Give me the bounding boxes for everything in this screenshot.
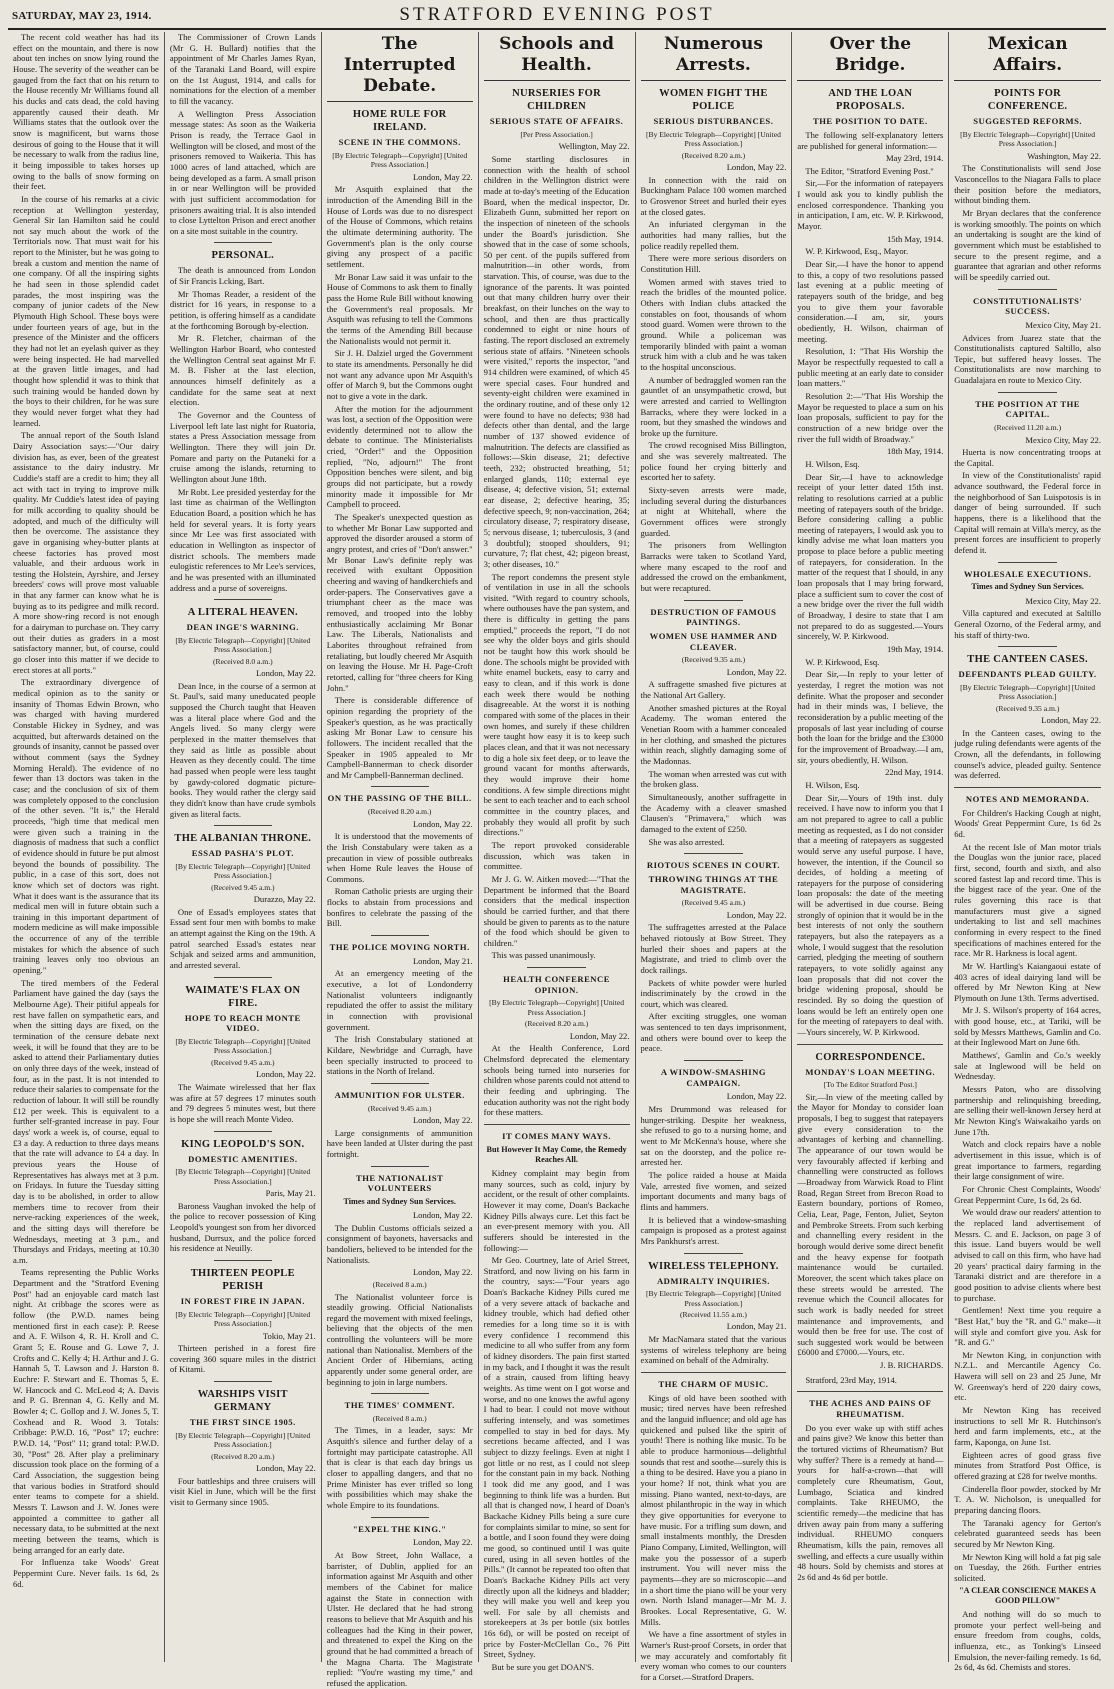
dateline: Washington, May 22. xyxy=(1027,150,1101,161)
article-paragraph: Advices from Juarez state that the Constitutionalists captured Saltillo, also Tepic, but suffered heavy losses. The Constitutionalists are now marching to Guadalajara en route to Mexico City. xyxy=(954,332,1101,386)
article-paragraph: Simultaneously, another suffragette in the Academy with a cleaver smashed Clausen's "Primavera," which was damaged to the extent of £250. xyxy=(640,791,787,834)
divider xyxy=(684,1060,742,1061)
wire-credit: [By Electric Telegraph—Copyright] [United Press Association.] xyxy=(960,682,1096,702)
column-6 xyxy=(792,32,949,1662)
dateline: London, May 21. xyxy=(726,1321,787,1332)
subheadline: AMMUNITION FOR ULSTER. xyxy=(334,1089,465,1100)
article-paragraph: A number of bedraggled women ran the gauntlet of an unsympathetic crowd, but were arrested and carried to Wellington Barracks, where they were locked in a room, but they smashed the windows and broke up the furniture. xyxy=(640,374,787,438)
divider xyxy=(371,1393,429,1394)
dateline: London, May 22. xyxy=(726,909,787,920)
subheadline: DESTRUCTION OF FAMOUS PAINTINGS. xyxy=(650,606,777,628)
dateline: London, May 22. xyxy=(726,162,787,173)
letter-date: 22nd May, 1914. xyxy=(885,767,944,778)
note-item: Mr Newton King will hold a fat pig sale on Tuesday, the 26th. Further entries solicited. xyxy=(954,1551,1101,1583)
divider xyxy=(214,1260,272,1261)
letter-body: Sir,—In view of the meeting called by the Mayor for Monday to consider loan proposals, I beg to suggest that ratepayers give every consideration to the advantages of kerbing and channelling. The appearance of our town would be very favourably affected if kerbing and channelling were constructed as follows—Broadway from Warwick Road to Flint Road, Regan Street from Brecon Road to Eastern boundary, portions of Romeo, Celia, Lear, Page, Fenton, Juliet, Seyton and Pembroke Streets. From such kerbing and channelling every resident in the borough would derive some direct benefit and the heavy expense for footpath maintenance would be curtailed. Moreover, the scent which takes place on these streets would be arrested. The revenue which the Council allocates for such work is badly needed for street maintenance and improvements, and would then be free for use. The cost of such suggested work would be between £6000 and £7000.—Yours, etc. xyxy=(797,1091,944,1358)
article-paragraph: A Wellington Press Association message states: As soon as the Waikeria Prison is ready, the Terrace Gaol in Wellington will be closed, and most of the prisoners removed to Waikeria. This has 1000 acres of land attached, which are being developed as a farm. A small prison in or near Wellington will be provided with just sufficient accommodation for prisoners awaiting trial. It is also intended to close Lyttelton Prison and erect another on a site most suitable in the country. xyxy=(169,108,316,236)
article-paragraph: The death is announced from London of Sir Francis Lcking, Bart. xyxy=(169,265,316,287)
subheadline: THE FIRST SINCE 1905. xyxy=(189,1417,296,1428)
received-time: (Received 9.45 a.m.) xyxy=(211,1057,275,1067)
letter-body: Sir,—For the information of ratepayers I would ask you to kindly publish the enclosed correspondence. Thanking you in anticipation, I am, etc. W. P. Kirkwood, Mayor. xyxy=(797,178,944,232)
letter-body: Resolution 2:—"That His Worship the Mayor be requested to place a sum on his loan proposals, sufficient to pay for the construction of a new bridge over the river the full width of Broadway." xyxy=(797,390,944,444)
divider xyxy=(214,977,272,978)
advertisement: We have a fine assortment of styles in Warner's Rust-proof Corsets, in order that we may accurately and comfortably fit every woman who comes to our counters for a Corset.—Stratford Drapers. xyxy=(640,1629,787,1682)
article-paragraph: Mr Bryan declares that the conference is working smoothly. The points on which an undertaking is sought are the kind of government which must be established to secure to the present regime, and a guarantee that agrarian and other reforms will be speedily carried out. xyxy=(954,207,1101,282)
letter-date: Stratford, 23rd May, 1914. xyxy=(805,1374,897,1385)
article-paragraph: Thirteen perished in a forest fire covering 360 square miles in the district of Kitami. xyxy=(169,1343,316,1375)
note-item: The Taranaki agency for Gerton's celebrated guaranteed seeds has been secured by Mr Newton King. xyxy=(954,1517,1101,1549)
article-paragraph: The Constitutionalists will send Jose Vasconcellos to the Niagara Falls to place their position before the mediators, without binding them. xyxy=(954,163,1101,206)
wire-credit: [By Electric Telegraph—Copyright] [United Press Association.] xyxy=(175,1309,311,1329)
article-paragraph: At the Health Conference, Lord Chelmsford deprecated the elementary schools being turned into nurseries for children whose parents could not attend to their feeding and upbringing. The education authority was not the right body for these matters. xyxy=(483,1043,630,1118)
article-paragraph: In connection with the raid on Buckingham Palace 100 women marched to Grosvenor Street and hurled their eyes at the closed gates. xyxy=(640,174,787,217)
note-item: Mr J. S. Wilson's property of 164 acres, with good house, etc., at Tariki, will be sold by Messrs Matthews, Gamlin and Co. at their Inglewood Mart on June 6th. xyxy=(954,1005,1101,1048)
note-item: At the recent Isle of Man motor trials the Douglas won the junior race, placed first, second, fourth and sixth, and also scored fastest lap and record time. This is the biggest race of the year. One of the rules governing this race is that manufacturers must give a signed undertaking to list and sell machines conforming in every respect to the fined specifications of machines entered for the race. Mr R. Harkness is local agent. xyxy=(954,841,1101,959)
wire-credit: [By Electric Telegraph—Copyright] [United Press Association.] xyxy=(960,129,1096,149)
received-time: (Received 11.20 a.m.) xyxy=(994,423,1062,433)
column-1 xyxy=(8,32,165,1662)
column-title: Over the Bridge. xyxy=(797,32,943,81)
article-paragraph: In view of the Constitutionalists' rapid advance southward, the Federal force in the neighborhood of San Luispotosis is in danger of being surrounded. If such happens, there is a likelihood that the Capital will remain at Villa's mercy, as the present forces are insufficient to properly defend it. xyxy=(954,470,1101,556)
advertisement-headline: THE ACHES AND PAINS OF RHEUMATISM. xyxy=(809,1398,932,1420)
article-paragraph: The suffragettes arrested at the Palace behaved riotously at Bow Street. They hurled their shoes and papers at the Magistrate, and tried to climb over the dock railings. xyxy=(640,922,787,975)
headline: CORRESPONDENCE. xyxy=(815,1051,926,1063)
article-paragraph: Mr Bonar Law said it was unfair to the House of Commons to ask them to finally pass the Home Rule Bill without knowing the Government's real proposals. Mr Asquith was refusing to tell the Commons the terms of the Amending Bill because the Nationalists would not permit it. xyxy=(326,271,473,346)
dateline: Paris, May 21. xyxy=(265,1188,316,1199)
subheadline: NOTES AND MEMORANDA. xyxy=(965,794,1090,804)
subheadline: HEALTH CONFERENCE OPINION. xyxy=(503,974,610,995)
received-time: (Received 9.45 a.m.) xyxy=(211,882,275,892)
letter-body: Resolution, 1: "That His Worship the Mayor be respectfully requested to call a public meeting at an early date to consider loan matters." xyxy=(797,346,944,389)
article-paragraph: The annual report of the South Island Dairy Association says:—"Our dairy division has, as ever, been of the greatest assistance to the dairy industry. Mr Cuddie's staff are a credit to him; they all act with tact in trying to improve milk quality. Mr Cuddie's latest idea of paying for milk according to quality should be adopted, and much of the difficulty will then be overcome. The assistance they gave in organising whey-butter plants at cheese factories has proved most valuable, and their arduous work in testing the Holstein, Ayrshire, and Jersey breeders' cows will prove most valuable in that any farmer can know what he is buying as to its pedigree and milk record. A more show-ring record is not enough for a dairyman to purchase on. They carry out their duties as graders in a most satisfactory manner, but, of course, could go closer into this matter if we decide to erect stores at all ports." xyxy=(13,430,159,675)
article-paragraph: The recent cold weather has had its effect on the mountain, and there is now about ten inches on snow lying round the House. The severity of the weather can be gauged from the fact that on his return to the House recently Mr Williams found all his ducks and cats dead, the cold having apparently caused their death. Mr Williams states that the outlook over the snow is magnificent, but warns those desirous of going to the House that it will be necessary to walk from the radius line, it being impossible to takes horses up owing to the balls of snow forming on their feet. xyxy=(13,32,159,192)
article-paragraph: Four battleships and three cruisers will visit Kiel in June, which will be the first visit to Germany since 1905. xyxy=(169,1475,316,1507)
advertisement: Kidney complaint may begin from many sources, such as cold, injury by accident, or the result of other complaints. However it may come, Doan's Backache Kidney Pills always cure. Let this fact be an ever-present memory with you. All sufferers should be interested in the following:— xyxy=(483,1167,630,1253)
article-paragraph: She was also arrested. xyxy=(648,836,725,847)
subheadline: HOPE TO REACH MONTE VIDEO. xyxy=(184,1012,301,1034)
section-heading: PERSONAL. xyxy=(211,250,275,262)
letter-date: 15th May, 1914. xyxy=(886,233,944,244)
column-7 xyxy=(949,32,1106,1673)
dateline: London, May 22. xyxy=(726,666,787,677)
article-paragraph: Villa captured and executed at Saltillo General Ozorno, of the Federal army, and his staff of thirty-two. xyxy=(954,608,1101,640)
letter-date: 19th May, 1914. xyxy=(886,644,944,655)
article-paragraph: Some startling disclosures in connection with the health of school children in the Wellington district were made at to-day's meeting of the Education Board, when the medical inspector, Dr. Elizabeth Gunn, submitted her report on the inspection of nineteen of the schools under the Board's jurisdiction. She showed that in the case of some schools, 50 per cent. of the pupils suffered from malnutrition—in other words, from starvation. This, of course, was due to the ignorance of the parents. It was pointed out that many children hurry over their breakfast, on their lunches on the way to school, and then are thus practically condemned to eight or nine hours of fasting. The report disclosed an extremely serious state of affairs. "Nineteen schools were visited," reports the inspector, "and 914 children were examined, of which 45 were special cases. Four hundred and seventy-eight children were examined in the ordinary routine, and of these only 12 were found to have no defects; 938 had defects other than dental, and the large number of 137 showed evidence of malnutrition. The defects are classified as follows:—Skin disease, 21; defective teeth, 232; obstructed breathing, 51; enlarged glands, 110; external eye disease, 4; defective vision, 51; external ear disease, 2; defective hearing, 35; defective speech, 9; non-vaccination, 264; circulatory disease, 7; respiratory disease, 5; nervous disease, 1; tuberculosis, 3 (and 3 doubtful); stooped shoulders, 91; curvature, 7; flat chest, 42; pigeon breast, 3; other diseases, 10." xyxy=(483,153,630,569)
article-paragraph: This was passed unanimously. xyxy=(491,950,596,961)
dateline: London, May 22. xyxy=(412,1210,473,1221)
article-paragraph: Dean Ince, in the course of a sermon at St. Paul's, said many uneducated people supposed the Church taught that Heaven was a literal place where God and the Angels lived. So many clergy were perplexed in the matter themselves that they said as little as possible about Heaven as they decently could. The time had passed when people were less taught by gawdy-colored dogmatic picture-books. They would rather the clergy said they didn't know than have crude symbols given as literal facts. xyxy=(169,680,316,819)
divider xyxy=(998,562,1057,563)
wire-credit: [By Electric Telegraph—Copyright] [United Press Association.] xyxy=(175,1037,311,1056)
note-item: For Children's Hacking Cough at night, Woods' Great Peppermint Cure, 1s 6d 2s 6d. xyxy=(954,807,1101,839)
article-paragraph: In the course of his remarks at a civic reception at Wellington yesterday, General Sir Ian Hamilton said he could not say much about the work of the Territorials now. That must wait for his report to the Minister, but he was going to break a custom and mention the name of one company. Of all the inspiring sights he had seen in those splendid cadet parades, the most inspiring was the company of junior cadets of the New Plymouth High School. These boys were under fourteen years of age, but in the presence of the Minister and the officers they had not let an eyelash quiver as they were being inspected. He had marvelled at the graven little images, and had thought how splendid it was to think that such training would be handed down by the boys to their children, for he was sure they would never forget what they had learned. xyxy=(13,193,159,428)
headline: A LITERAL HEAVEN. xyxy=(187,607,298,619)
letter-date: 18th May, 1914. xyxy=(886,446,944,457)
article-paragraph: The police raided a house at Maida Vale, arrested five women, and seized important documents and many bags of flints and hammers. xyxy=(640,1170,787,1212)
divider xyxy=(998,289,1057,290)
wire-credit: [Per Press Association.] xyxy=(520,129,593,139)
article-paragraph: Mrs Drummond was released for hunger-striking. Despite her weakness, she refused to go to a nursing home, and went to Mr McKenna's house, where she sat on the doorstep, and the police re-arrested her. xyxy=(640,1104,787,1168)
advertisement-subheadline: But However It May Come, the Remedy Reaches All. xyxy=(486,1144,627,1164)
subheadline: THE POSITION AT THE CAPITAL. xyxy=(975,398,1081,420)
divider xyxy=(998,392,1057,393)
divider xyxy=(371,935,429,936)
article-paragraph: The crowd recognised Miss Billington, and she was severely maltreated. The police found her crying bitterly and escorted her to safety. xyxy=(640,440,787,483)
article-paragraph: At an emergency meeting of the executive, a lot of Londonderry Nationalist volunteers indignantly repudiated the offer to assist the military in connection with provisional government. xyxy=(326,968,473,1032)
article-paragraph: The Commissioner of Crown Lands (Mr G. H. Bullard) notifies that the appointment of Mr Charles James Ryan, of the Taranaki Land Board, will expire on the 1st August, 1914, and calls for nominations for the election of a member to fill the vacancy. xyxy=(169,32,316,106)
divider xyxy=(484,1124,630,1125)
headline: AND THE LOAN PROPOSALS. xyxy=(828,88,913,113)
advertisement-headline: IT COMES MANY WAYS. xyxy=(502,1130,611,1141)
article-paragraph: Teams representing the Public Works Department and the "Stratford Evening Post" had an enjoyable card match last night. At cribbage the scores were as follow (the P.W.D. names being mentioned first in each case): P. Reese and A. F. Wilson 4, R. H. Kroll and C. Grant 5; E. Rouse and G. Lowe 7, J. Crofts and C. Kelly 4; H. Arthur and J. G. Hannah 5, T. Lawson and J. Harston 8. Euchre: F. Stewart and E. Thomas 5, E. W. Hancock and C. McLeod 4; A. Davis and P. G. Brennan 4, G. Kelly and M. Bowler 4; C. Gollop and J. W. Jones 5, T. Coxhead and R. Wood 3. Totals: Cribbage: P.W.D. 16, "Post" 17; euchre: P.W.D. 14, "Post" 11; grand total: P.W.D. 30, "Post" 28. After play a preliminary discussion took place on the forming of a Card Association, the suggestion being that various bodies in Stratford should enter teams to compete for a shield. Messrs T. Lawson and J. W. Jones were appointed a committee to gather all necessary data, to be submitted at the next meeting between the teams, which is being arranged for an early date. xyxy=(13,1267,159,1555)
headline: HOME RULE FOR IRELAND. xyxy=(352,109,447,134)
subheadline: "EXPEL THE KING." xyxy=(352,1523,447,1534)
wire-credit: [By Electric Telegraph—Copyright] [United Press Association.] xyxy=(645,129,781,149)
subheadline: ON THE PASSING OF THE BILL. xyxy=(327,793,472,804)
subheadline: MONDAY'S LOAN MEETING. xyxy=(805,1066,936,1077)
column-title: The Interrupted Debate. xyxy=(327,32,473,102)
subheadline: SUGGESTED REFORMS. xyxy=(973,116,1083,127)
dateline: Durazzo, May 22. xyxy=(253,894,316,905)
service-credit: Times and Sydney Sun Services. xyxy=(343,1196,456,1206)
letter-signature: J. B. RICHARDS. xyxy=(879,1360,944,1371)
subheadline: SERIOUS STATE OF AFFAIRS. xyxy=(489,116,624,127)
masthead xyxy=(8,4,1106,30)
received-time: (Received 8.20 a.m.) xyxy=(211,1451,275,1461)
headline: WAIMATE'S FLAX ON FIRE. xyxy=(185,984,301,1009)
column-2 xyxy=(165,32,322,1662)
note-item: Mr Newton King, in conjunction with N.Z.L. and Mercantile Agency Co. Hawera will sell on 23 and 25 June, Mr W. Greenway's herd of 220 dairy cows, etc. xyxy=(954,1349,1101,1403)
article-paragraph: After the motion for the adjournment was lost, a section of the Opposition were evidently determined not to allow the debate to continue. The Ministerialists cried, "Order!" and the Opposition replied, "No, adjourn!" The front Opposition benches were silent, and big groups did not participate, but a rowdy minority made it impossible for Mr Campbell to proceed. xyxy=(326,403,473,510)
letter-address: H. Wilson, Esq. xyxy=(805,458,860,469)
article-paragraph: In the Canteen cases, owing to the judge ruling defendants were agents of the Crown, all the defendants, in following counsel's advice, pleaded guilty. Sentence was deferred. xyxy=(954,727,1101,781)
article-paragraph: It is understood that the movements of the Irish Constabulary were taken as a precaution in view of possible outbreaks when Home Rule leaves the House of Commons. xyxy=(326,831,473,884)
subheadline: CONSTITUTIONALISTS' SUCCESS. xyxy=(972,295,1083,317)
subheadline: DOMESTIC AMENITIES. xyxy=(188,1153,298,1164)
received-time: (Received 9.35 a.m.) xyxy=(995,703,1060,713)
article-paragraph: A suffragette smashed five pictures at the National Art Gallery. xyxy=(640,679,787,700)
subheadline: THE POLICE MOVING NORTH. xyxy=(329,942,470,953)
letter-salutation: [To The Editor Stratford Post.] xyxy=(823,1080,917,1090)
article-paragraph: The Nationalist volunteer force is steadily growing. Official Nationalists regard the movement with mixed feelings, believing that the objects of the men controlling the volunteers will be more national than Nationalist. Members of the Ancient Order of Hibernians, acting apparently under some general order, are beginning to join in large numbers. xyxy=(326,1291,473,1387)
article-paragraph: Large consignments of ammunition have been landed at Ulster during the past fortnight. xyxy=(326,1127,473,1160)
dateline: London, May 22. xyxy=(256,668,316,679)
divider xyxy=(214,599,272,600)
advertisement: Do you ever wake up with stiff aches and pains give? We know this better than the tortured victims of Rheumatism? But why suffer? There is a remedy at hand—yours for half-a-crown—that will completely cure Rheumatism, Gout, Lumbago, Sciatica and kindred complaints. Take RHEUMO, the scientific remedy—the medicine that has driven away pain from many a suffering individual. RHEUMO conquers Rheumatism, kills the pain, removes all swelling, and effects a cure usually within 48 hours. Sold by chemists and stores at 2s 6d and 4s 6d per bottle. xyxy=(797,1422,944,1582)
article-paragraph: An infuriated clergyman in the authorities had many rallies, but the police readily repelled them. xyxy=(640,219,787,251)
received-time: (Received 9.45 a.m.) xyxy=(367,1103,432,1113)
divider xyxy=(214,825,272,826)
subheadline: THE POSITION TO DATE. xyxy=(813,116,928,127)
dateline: London, May 22. xyxy=(412,818,473,829)
article-paragraph: The following self-explanatory letters are published for general information:— xyxy=(797,129,944,151)
note-item: Watch and clock repairs have a noble advertisement in this issue, which is of great importance to farmers, regarding their large consignment of wire. xyxy=(954,1139,1101,1182)
article-paragraph: It is believed that a window-smashing campaign is proposed as a protest against Mrs Pankhurst's arrest. xyxy=(640,1214,787,1246)
subheadline: IN FOREST FIRE IN JAPAN. xyxy=(180,1296,305,1307)
article-paragraph: Mr Robt. Lee presided yesterday for the last time as chairman of the Wellington Education Board, a position which he has held for several years. It is forty years since Mr Lee was first associated with education in Wellington as inspector of district schools. The members made eulogistic references to Mr Lee's services, and he was presented with an illuminated address and a purse of sovereigns. xyxy=(169,486,316,593)
dateline: London, May 22. xyxy=(412,1537,473,1548)
article-paragraph: Sixty-seven arrests were made, including several during the disturbances at night at Whitehall, where the Government offices were strongly guarded. xyxy=(640,485,787,538)
advertisement-headline: "A CLEAR CONSCIENCE MAKES A GOOD PILLOW" xyxy=(959,1585,1097,1605)
article-paragraph: Mr MacNamara stated that the various systems of wireless telephony are being examined on behalf of the Admiralty. xyxy=(640,1334,787,1366)
divider xyxy=(684,853,742,854)
column-title: Numerous Arrests. xyxy=(641,32,787,81)
note-item: Messrs Paton, who are dissolving partnership and relinquishing breeding, are selling their well-known Jersey herd at Mr Newton King's Waiwakaiho yards on June 17th. xyxy=(954,1084,1101,1137)
subheadline: THROWING THINGS AT THE MAGISTRATE. xyxy=(648,873,779,895)
headline: WARSHIPS VISIT GERMANY xyxy=(197,1389,288,1414)
subheadline: SCENE IN THE COMMONS. xyxy=(338,137,461,148)
article-paragraph: There were more serious disorders on Constitution Hill. xyxy=(640,253,787,274)
column-title: Mexican Affairs. xyxy=(954,32,1101,81)
article-paragraph: Mr Asquith explained that the introduction of the Amending Bill in the House of Lords was due to no disrespect of the House of Commons, which retains the ultimate determining authority. The Government's plan is the only course giving any prospect of a pacific settlement. xyxy=(326,184,473,269)
note-item: Mr Newton King has received instructions to sell Mr R. Hutchinson's herd and farm implements, etc., at the farm, Kaponga, on June 1st. xyxy=(954,1405,1101,1448)
article-paragraph: Sir J. H. Dalziel urged the Government to state its amendments. Personally he did not want any advance upon Mr Asquith's offer of March 9, but the Commons ought not to give a vote in the dark. xyxy=(326,348,473,401)
column-4 xyxy=(479,32,636,1673)
headline: WIRELESS TELEPHONY. xyxy=(648,1260,779,1272)
note-item: For Chronic Chest Complaints, Woods' Great Peppermint Cure, 1s 6d, 2s 6d. xyxy=(954,1183,1101,1205)
wire-credit: [By Electric Telegraph—Copyright] [United Press Association.] xyxy=(175,1430,311,1450)
article-paragraph: The Waimate wirelessed that her flax was afire at 57 degrees 17 minutes south and 79 degrees 5 minutes west, but there is hope she will reach Monte Video. xyxy=(169,1081,316,1124)
dateline: Mexico City, May 21. xyxy=(1025,319,1101,330)
article-paragraph: Mr Thomas Reader, a resident of the district for 16 years, in response to a petition, is offering himself as a candidate at the forthcoming Borough by-election. xyxy=(169,288,316,331)
article-paragraph: Women armed with staves tried to reach the bridles of the mounted police. Others with Indian clubs attacked the constables on foot, thousands of whom stood guard. Women were thrown to the ground. While a policeman was temporarily blinded with paint a woman struck him with a club and he was taken to the hospital unconscious. xyxy=(640,276,787,372)
divider xyxy=(371,1166,429,1167)
advertisement: And nothing will do so much to promote your perfect well-being and ensure freedom from coughs, colds, influenza, etc., as Tonking's Linseed Emulsion, the never-failing remedy. 1s 6d, 2s 6d, 4s 6d. Chemists and stores. xyxy=(954,1608,1101,1673)
divider xyxy=(371,1083,429,1084)
advertisement-headline: THE CHARM OF MUSIC. xyxy=(658,1379,769,1390)
article-paragraph: The tired members of the Federal Parliament have gained the day (says the Melbourne Age). Their pitiful appeals for rest have fallen on sympathetic ears, and when the sitting days are fixed, on the termination of the censure debate next week, it will be found that they are to be asked to attend their Parliamentary duties on only three days of the week, instead of four, as in the past. It is not intended to reduce their salaries to compensate for the reduction of labour. It will still be roundly £12 per week. This is equivalent to a further self-granted increase in pay. Four days' work a week is, of course, equal to £3 a day. A reduction to three days means that the rate will advance to £4 a day. In previous years the House of Representatives has always met at 3 p.m. on Fridays. In future the Tuesday sitting day is to be abolished, in order to allow members time to recover from their nerve-racking experiences of the week, and the sitting days will therefore be Wednesdays, meeting at 3 p.m., and Thursdays and Fridays, meeting at 10.30 a.m. xyxy=(13,977,159,1265)
received-time: (Received 9.35 a.m.) xyxy=(681,655,746,665)
headline: KING LEOPOLD'S SON. xyxy=(181,1138,305,1150)
divider xyxy=(214,1381,272,1382)
note-item: Matthews', Gamlin and Co.'s weekly sale at Inglewood will be held on Wednesday. xyxy=(954,1050,1101,1082)
divider xyxy=(998,646,1057,647)
article-paragraph: The Governor and the Countess of Liverpool left late last night for Ruatoria, states a Press Association message from Wellington. There they will join Dr. Pomare and party on the Putaneki for a cruise among the islands, returning to Wellington about June 18th. xyxy=(169,410,316,484)
article-paragraph: Huerta is now concentrating troops at the Capital. xyxy=(954,447,1101,468)
letter-body: Dear Sir,—Yours of 19th inst. duly received. I have now to inform you that I am not prepared to agree to call a public meeting as requested, as I do not consider that a meeting of ratepayers as suggested would serve any useful purpose. I have, however, the intention, if the Council so decides, of holding a meeting of ratepayers for the purpose of considering loan proposals: the date of the meeting will be advertised in due course. Being strongly of opinion that it would be in the best interests of not only the southern ratepayers, but also the ratepayers as a whole, I would suggest that the resolution carried, pledging the meeting of southern ratepayers, to vote solidly against any loan proposals that did not cover the bridge widening proposal, should be rescinded. By so doing the question of loans would be left an entirely open one for the meeting of ratepayers to deal with.—Yours sincerely, W. P. Kirkwood. xyxy=(797,792,944,1037)
headline: WOMEN FIGHT THE POLICE xyxy=(659,88,768,113)
divider xyxy=(371,786,429,787)
article-paragraph: The Irish Constabulary stationed at Kildare, Newbridge and Curragh, have been specially instructed to proceed to stations in the North of Ireland. xyxy=(326,1034,473,1077)
subheadline: DEFENDANTS PLEAD GUILTY. xyxy=(958,669,1097,680)
article-paragraph: The Dublin Customs officials seized a consignment of bayonets, haversacks and bandoliers, believed to be intended for the Nationalists. xyxy=(326,1222,473,1265)
received-time: (Received 8 a.m.) xyxy=(372,1414,427,1424)
note-item: Gentlemen! Next time you require a "Best Hat," buy the "R. and G." make—it will style and comfort give you. Ask for "R. and G." xyxy=(954,1305,1101,1348)
article-paragraph: The Times, in a leader, says: Mr Asquith's silence and further delay of a fortnight may participate catastrophe. All that is clear is that each day brings us closer to appalling dangers, and that no Prime Minister has ever trifled so long with possibilities which may shake the whole Empire to its foundations. xyxy=(326,1425,473,1511)
dateline: Wellington, May 22. xyxy=(558,141,630,152)
dateline: London, May 22. xyxy=(256,1069,316,1080)
divider xyxy=(797,1044,943,1045)
received-time: (Received 8.0 a.m.) xyxy=(212,656,273,666)
received-time: (Received 8.20 a.m.) xyxy=(367,807,432,817)
subheadline: WOMEN USE HAMMER AND CLEAVER. xyxy=(649,630,778,652)
note-item: Mr W. Hartling's Kaiangaoui estate of 403 acres of ideal dairying land will be offered by Mr Newton King at New Plymouth on June 13th. Terms advertised. xyxy=(954,960,1101,1003)
subheadline: A WINDOW-SMASHING CAMPAIGN. xyxy=(660,1067,767,1088)
letter-address: W. P. Kirkwood, Esq. xyxy=(805,656,880,667)
headline: NURSERIES FOR CHILDREN xyxy=(512,88,601,113)
subheadline: RIOTOUS SCENES IN COURT. xyxy=(646,860,781,871)
dateline: London, May 22. xyxy=(412,171,473,182)
column-3 xyxy=(322,32,479,1688)
letter-address: W. P. Kirkwood, Esq., Mayor. xyxy=(805,246,909,257)
letter-body: Dear Sir,—I have the honor to append to this, a copy of two resolutions passed last evening at a public meeting of ratepayers south of the bridge, and beg you to give them your favorable consideration.—I am, sir, yours obediently, H. Wilson, chairman of meeting. xyxy=(797,259,944,344)
advertisement: But be sure you get DOAN'S. xyxy=(491,1662,594,1673)
divider xyxy=(797,1391,943,1392)
wire-credit: [By Electric Telegraph—Copyright] [United Press Association.] xyxy=(175,861,311,881)
divider xyxy=(214,242,272,243)
letter-body: Dear Sir,—I have to acknowledge receipt of your letter dated 15th inst. relating to resolutions carried at a public meeting of ratepayers south of the bridge. Before considering calling a public meeting of ratepayers, I would ask you to kindly advise me what loan matters you propose to place before a public meeting of ratepayers, for consideration. In the matter of the request that I should, in any loan proposals that I may bring forward, place a sufficient sum to cover the cost of a new bridge over the river the full width of Broadway, I desire to state that I am not prepared to do as suggested.—Yours sincerely, W. P. Kirkwood. xyxy=(797,471,944,642)
divider xyxy=(214,1131,272,1132)
divider xyxy=(684,1253,742,1254)
received-time: (Received 11.55 a.m.) xyxy=(679,1310,747,1320)
article-paragraph: Packets of white powder were hurled indiscriminately by the crowd in the court, which was cleared. xyxy=(640,977,787,1009)
article-paragraph: After exciting struggles, one woman was sentenced to ten days imprisonment, and others were bound over to keep the peace. xyxy=(640,1011,787,1054)
headline: THIRTEEN PEOPLE PERISH xyxy=(190,1268,295,1293)
dateline: London, May 22. xyxy=(412,1115,473,1126)
divider xyxy=(684,600,742,601)
article-paragraph: The Speaker's unexpected question as to whether Mr Bonar Law supported and approved the disorder aroused a storm of angry protest, and cries of "Don't answer." Mr Bonar Law's definite reply was received with exultant Opposition cheering and waving of handkerchiefs and order-papers. The Conservatives gave a triumphant cheer as the mace was removed, and trooped into the lobby enthusiastically acclaiming Mr Bonar Law. The Liberals, Nationalists and Laborites throughout refrained from retaliating, but loudly cheered Mr Asquith on leaving the House. Mr H. Page-Croft retorted, calling for "three cheers for King John." xyxy=(326,512,473,693)
newspaper-title: STRATFORD EVENING POST xyxy=(399,4,715,25)
wire-credit: [By Electric Telegraph—Copyright] [United Press Association.] xyxy=(175,1167,311,1186)
article-paragraph: Mr R. Fletcher, chairman of the Wellington Harbor Board, who contested the Wellington Central seat against Mr F. M. B. Fisher at the last election, announces himself definitely as a candidate for the same seat at next election. xyxy=(169,333,316,408)
article-paragraph: Baroness Vaughan invoked the help of the police to recover possession of King Leopold's youngest son from her divorced husband, Durrsux, and the police forced his residence at Neuilly. xyxy=(169,1200,316,1254)
article-paragraph: The prisoners from Wellington Barracks were taken to Scotland Yard, where many escaped to the roof and addressed the crowd on the embankment, but were recaptured. xyxy=(640,540,787,593)
subheadline: DEAN INGE'S WARNING. xyxy=(186,622,299,633)
dateline: London, May 22. xyxy=(412,1267,473,1278)
letter-address: H. Wilson, Esq. xyxy=(805,779,860,790)
article-paragraph: Another smashed pictures at the Royal Academy. The woman entered the Venetian Room with a hammer concealed in her clothing, and smashed the pictures within reach, slightly damaging some of the Madonnas. xyxy=(640,702,787,766)
article-paragraph: The report provoked considerable discussion, which was taken in committee. xyxy=(483,839,630,872)
article-paragraph: Mr J. G. W. Aitken moved:—"That the Department be informed that the Board considers that the medical inspection should be carried further, and that there should be given to parents as to the nature of the food which should be given to children." xyxy=(483,873,630,948)
divider xyxy=(371,1517,429,1518)
subheadline: THE NATIONALIST VOLUNTEERS xyxy=(356,1172,444,1194)
dateline: Mexico City, May 22. xyxy=(1025,434,1101,445)
dateline: Tokio, May 21. xyxy=(262,1330,316,1341)
received-time: (Received 8.20 a.m.) xyxy=(681,150,746,160)
divider xyxy=(527,967,585,968)
subheadline: SERIOUS DISTURBANCES. xyxy=(653,116,774,127)
letter-body: Dear Sir,—In reply to your letter of yesterday, I regret the motion was not definite. What the proposer and seconder had in their minds was, I believe, the reconsideration by a public meeting of the proposals of last year including of course both the loan for the bridge and the £3000 for the improvement of Broadway.—I am, sir, yours obediently, H. Wilson. xyxy=(797,669,944,765)
service-credit: Times and Sydney Sun Services. xyxy=(971,582,1084,592)
note-item: Eighteen acres of good grass five minutes from Stratford Post Office, is offered grazing at £28 for twelve months. xyxy=(954,1449,1101,1482)
wire-credit: [By Electric Telegraph—Copyright] [United Press Association.] xyxy=(175,635,311,655)
wire-credit: [By Electric Telegraph—Copyright] [United Press Association.] xyxy=(332,150,468,170)
wire-credit: [By Electric Telegraph—Copyright] [United Press Association.] xyxy=(489,998,625,1017)
dateline: London, May 22. xyxy=(1041,715,1101,726)
dateline: Mexico City, May 22. xyxy=(1025,595,1101,606)
divider xyxy=(954,787,1101,788)
dateline: London, May 21. xyxy=(412,955,473,966)
article-paragraph: At Bow Street, John Wallace, a barrister, of Dublin, applied for an information against Mr Asquith and other members of the Cabinet for malice against the State in connection with Ulster. He declared that he had strong reasons to believe that Mr Asquith and his colleagues had the King in their power, and threatened to expel the King on the ground that he had committed a breach of the Magna Charta. The Magistrate replied: "You're wasting my time," and refused the application. xyxy=(326,1550,473,1688)
note-item: Cinderella floor powder, stocked by Mr T. A. W. Nicholson, is unequalled for preparing dancing floors. xyxy=(954,1483,1101,1515)
article-paragraph: Roman Catholic priests are urging their flocks to abstain from processions and bonfires to celebrate the passing of the Bill. xyxy=(326,886,473,929)
article-paragraph: There is considerable difference of opinion regarding the propriety of the Speaker's question, as he was practically asking Mr Bonar Law to censure his followers. The incident recalled that the Speaker in 1905 appealed to Mr Campbell-Bannerman to check disorder and Mr Campbell-Bannerman declined. xyxy=(326,695,473,780)
column-title: Schools and Health. xyxy=(484,32,630,81)
article-paragraph: One of Essad's employees states that Essad sent four men with bombs to make an attempt against the King on the 19th. A patrol searched Essad's estates near Schjak and seized arms and ammunition, and arrested several. xyxy=(169,906,316,971)
article-paragraph: The extraordinary divergence of medical opinion as to the sanity or insanity of Thomas Edwin Brown, who was charged with having murdered Constable Hickey in Sydney, and was acquitted, but afterwards detained on the grounds of insanity, cannot be passed over without comment (says the Sydney Morning Herald). The evidence of no fewer than 13 doctors was taken in the case; and the conclusion of six of them was completely opposed to the conclusion of the other seven. "It is," the Herald proceeds, "high time that medical men were given such a training in the diagnosis of madness that such a conflict of evidence should in future be put almost beyond the bounds of possibility. The public, in a case of this sort, does not know which set of doctors was right. What it does want is the assurance that its medical men will in future obtain such a training in this important department of modern medicine as will make impossible the occurrence of any of the terrible mistakes for which the absence of such training leaves only too obvious an opening." xyxy=(13,677,159,976)
subheadline: THE TIMES' COMMENT. xyxy=(344,1400,455,1411)
subheadline: ESSAD PASHA'S PLOT. xyxy=(191,848,294,859)
divider xyxy=(641,1372,787,1373)
column-5 xyxy=(636,32,793,1682)
article-paragraph: The woman when arrested was cut with the broken glass. xyxy=(640,768,787,790)
advertisement: Mr Geo. Courtney, late of Ariel Street, Stratford, and now living on his farm in the country, says:—"Four years ago Doan's Backache Kidney Pills cured me of a very severe attack of backache and kidney trouble, which had defied other remedies for a long time so it is with every confidence I recommend this medicine to all who suffer from any form of kidney disorders. The pain first started in my back, and I thought it was the result of a strain, caused from lifting heavy weights. As time went on I got worse and worse, and no one knows the awful agony I had to bear. I could not move without suffering intensely, and was sometimes compelled to stay in bed for days. My secretions became affected, and I was subject to dizzy feelings. Even at night I got little or no rest, as I could not sleep for the constant pain in my back. Nothing I took did me any good, and I was beginning to think life was a burden. But all that is changed now, I heard of Doan's Backache Kidney Pills being a sure cure for complaints similar to mine, so sent for a bottle, and I soon found they were doing me good, so continued until I was quite cured, using in all seven bottles of the Pills." (It cannot be repeated too often that Doan's Backache Kidney Pills act very directly upon all the kidneys and bladder; they will make you well and keep you well. For sale by all chemists and storekeepers at 3s per bottle (six bottles 16s 6d), or will be posted on receipt of price by Foster-McClellan Co., 76 Pitt Street, Sydney. xyxy=(483,1255,630,1660)
received-time: (Received 8 a.m.) xyxy=(372,1280,427,1290)
headline: THE CANTEEN CASES. xyxy=(967,654,1088,666)
note-item: We would draw our readers' attention to the replaced land advertisement of Messrs. C. and E. Jackson, on page 3 of this issue. Land buyers would be well advised to call on this firm, who have had 20 years' practical dairy farming in the Taranaki district and are therefore in a good position to advise clients where best to purchase. xyxy=(954,1207,1101,1303)
subheadline: ADMIRALTY INQUIRIES. xyxy=(656,1275,770,1286)
letter-date: May 23rd, 1914. xyxy=(885,153,944,164)
dateline: London, May 22. xyxy=(256,1463,316,1474)
advertisement: Kings of old have been soothed with music; tired nerves have been refreshed and the languid influence; and old age has quickened and pulsed like the spirit of youth! There is nothing like music. To be able to produce harmonious—delightful sounds that rest and soothe—surely this is a thing to be desired. Have you a piano in your home? If not, think what you are missing. Piano wanted, next-to-days, are almost philanthropic in the way in which they give opportunities for everyone to have music. For a trifling sum down, and small instalments monthly, the Dresden Piano Company, Limited, Wellington, will make you the possessor of a superb instrument. You will never miss the payments—they are so microscopic—and in a short time the piano will be your very own. North Island manager—Mr M. J. Brookes. Local Representative, G. W. Mills. xyxy=(640,1392,787,1627)
issue-date: SATURDAY, MAY 23, 1914. xyxy=(12,10,152,22)
letter-address: The Editor, "Stratford Evening Post." xyxy=(805,165,934,176)
wire-credit: [By Electric Telegraph—Copyright] [United Press Association.] xyxy=(645,1289,781,1308)
dateline: London, May 22. xyxy=(569,1030,630,1041)
subheadline: WHOLESALE EXECUTIONS. xyxy=(963,568,1092,579)
article-paragraph: The report condemns the present style of ventilation in use in all the schools visited. "With regard to country schools, where outhouses have the pan system, and there is difficulty in getting the pans emptied," proceeds the report, "I do not see why the older boys and girls should not be taught how this work should be done. The schools might be provided with white enamel buckets, easy to carry and easy to clean, and if this work is done each week there would be nothing disagreeable. At the worst it is nothing compared with some of the places in their own homes, and surely if these children were taught how easy it is to keep such places clean, and that it was not necessary to dig a hole six feet deep, or to leave the ground vacant for months afterwards, they would improve their home conditions. A few simple directions might be sent to each teacher and to each school committee in the country places, and probably they would all profit by such directions." xyxy=(483,571,630,838)
headline: POINTS FOR CONFERENCE. xyxy=(987,88,1068,113)
dateline: London, May 22. xyxy=(726,1091,787,1102)
advertisement: For Influenza take Woods' Great Peppermint Cure. Never fails. 1s 6d, 2s 6d. xyxy=(13,1557,159,1589)
received-time: (Received 9.45 a.m.) xyxy=(681,898,746,908)
headline: THE ALBANIAN THRONE. xyxy=(174,833,312,845)
received-time: (Received 8.20 a.m.) xyxy=(524,1019,589,1029)
